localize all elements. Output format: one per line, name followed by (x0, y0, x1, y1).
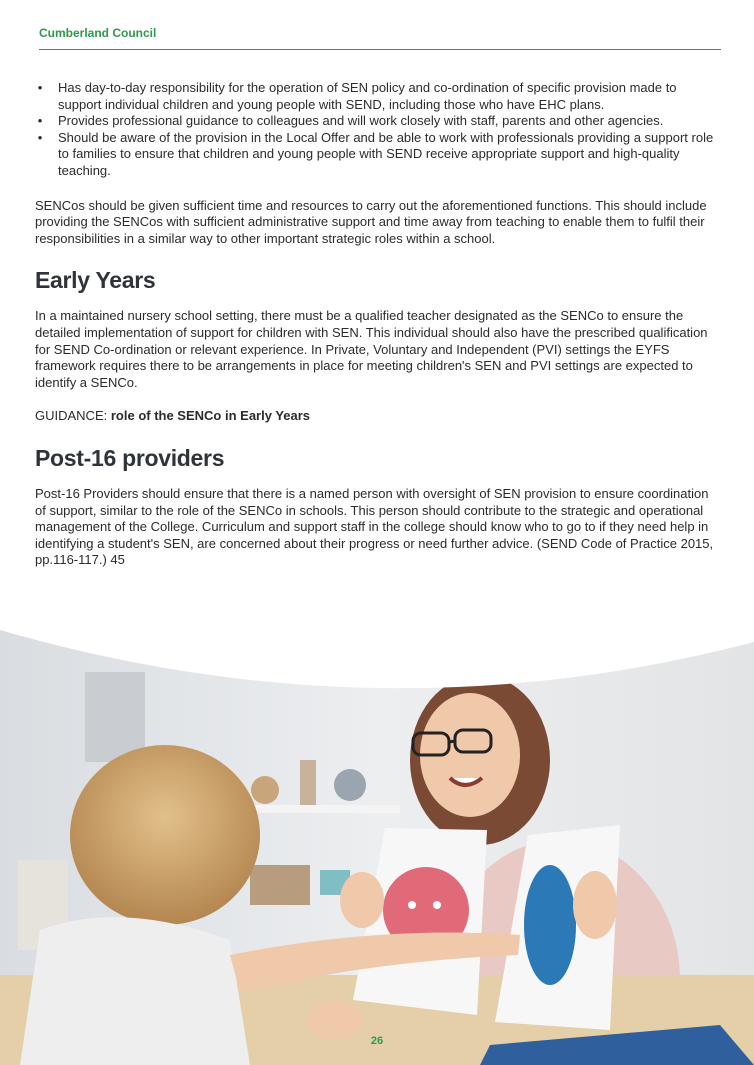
list-item (35, 130, 720, 180)
senco-paragraph: SENCos should be given sufficient time and resources to carry out the aforementioned functions. This should include providing the SENCos with sufficient administrative support and time away from teaching to enable them to fulfil their responsibilities in a similar way to other important strategic roles within a school. (35, 197, 707, 246)
list-item (35, 113, 720, 130)
list-item-text: Provides professional guidance to colleagues and will work closely with staff, parents and other agencies. (58, 113, 664, 129)
bullet-icon: • (37, 113, 43, 129)
page-header (39, 24, 721, 50)
list-item (35, 80, 720, 113)
responsibility-list (35, 80, 720, 180)
early-years-heading: Early Years (35, 267, 156, 294)
guidance-link[interactable]: role of the SENCo in Early Years (110, 408, 311, 424)
page-number: 26 (370, 1035, 384, 1047)
list-item-text: Has day-to-day responsibility for the operation of SEN policy and co-ordination of specific provision made to support individual children and young people with SEND, including those who have EHC plans. (58, 80, 677, 112)
bullet-icon: • (37, 129, 43, 145)
guidance-label: GUIDANCE: (35, 408, 108, 424)
early-years-paragraph: In a maintained nursery school setting, there must be a qualified teacher designated as the SENCo to ensure the detailed implementation of support for children with SEN. This individual should also have the prescribed qualification for SEND Co-ordination or relevant experience. In Private, Voluntary and Independent (PVI) settings the EYFS framework requires there to be arrangements in place for meeting children's SEN and PVI settings are expected to identify a SENCo. (35, 308, 708, 390)
guidance-line (35, 408, 720, 425)
bullet-icon: • (37, 80, 43, 95)
teacher-child-photo (0, 600, 754, 1065)
post16-heading: Post-16 providers (35, 444, 225, 471)
list-item-text: Should be aware of the provision in the Local Offer and be able to work with professionals providing a support role to families to ensure that children and young people with SEND receive appropriate support and high-quality teaching. (58, 129, 714, 178)
org-name: Cumberland Council (39, 26, 157, 40)
post16-paragraph: Post-16 Providers should ensure that there is a named person with oversight of SEN provision to ensure coordination of support, similar to the role of the SENCo in schools. This person should contribute to the strategic and operational management of the College. Curriculum and support staff in the college should know who to go to if they need help in identifying a student's SEN, are concerned about their progress or need further advice. (SEND Code of Practice 2015, pp.116-117.) 45 (35, 485, 714, 568)
main-content (35, 80, 720, 569)
